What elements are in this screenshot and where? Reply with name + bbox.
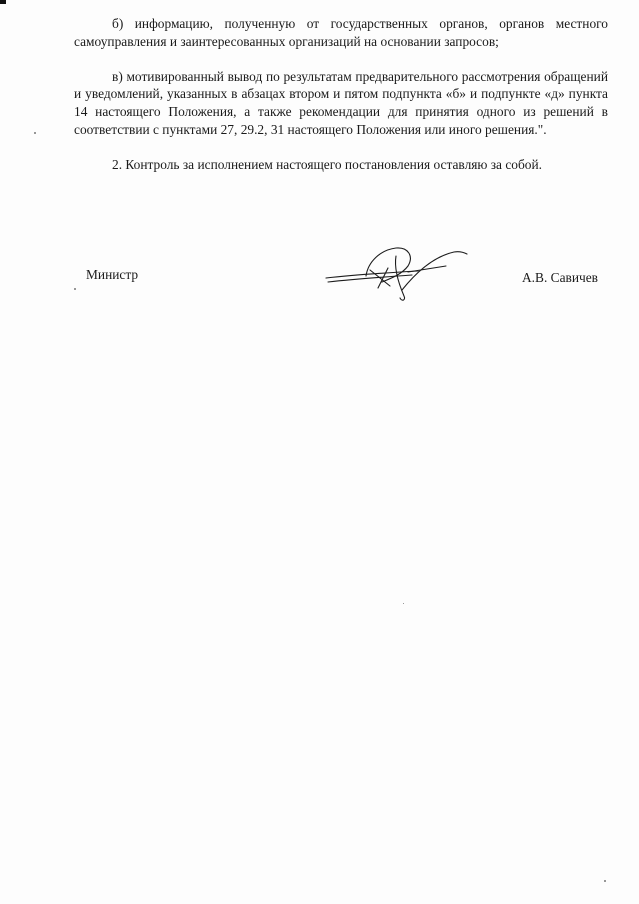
signatory-name: А.В. Савичев: [522, 270, 599, 285]
paragraph-2: 2. Контроль за исполнением настоящего постановления оставляю за собой.: [112, 156, 543, 172]
paragraph-b: б) информацию, полученную от государственных органов, органов местного самоуправления и заинтересованных организаций на основании запросов;: [74, 16, 608, 49]
scan-speck: [74, 288, 76, 290]
scan-speck: [604, 880, 606, 882]
signatory-title: Министр: [86, 267, 139, 282]
document-body: [74, 15, 608, 191]
signature-block: [0, 262, 639, 306]
handwritten-signature: [322, 242, 472, 306]
scan-corner-mark: [0, 0, 6, 4]
scan-speck: [403, 603, 404, 604]
scan-speck: [34, 132, 36, 134]
paragraph-v: в) мотивированный вывод по результатам предварительного рассмотрения обращений и уведомлений, указанных в абзацах втором и пятом подпункта «б» и подпункте «д» пункта 14 настоящего Положения, а также рекомендации для принятия одного из решений в соответствии с пунктами 27, 29.2, 31 настоящего Положения или иного решения.".: [74, 68, 608, 137]
